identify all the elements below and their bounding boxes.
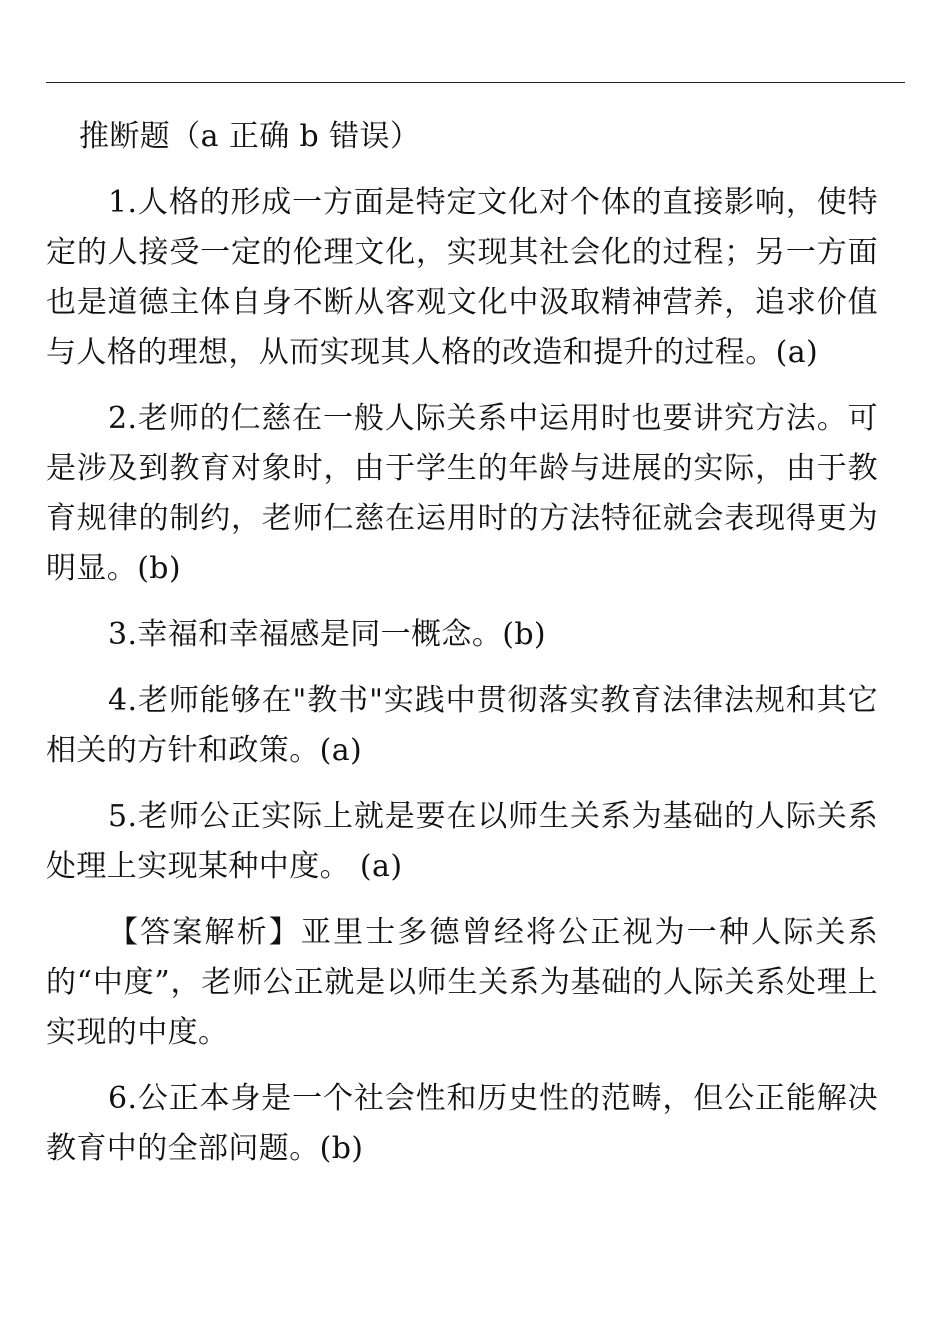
answer-explanation: 【答案解析】亚里士多德曾经将公正视为一种人际关系的“中度”，老师公正就是以师生关系为基础的人际关系处理上实现的中度。 [46,915,878,1050]
section-heading: 推断题（a 正确 b 错误） [79,119,421,154]
question-6: 6.公正本身是一个社会性和历史性的范畴，但公正能解决教育中的全部问题。(b) [46,1081,878,1166]
question-4: 4.老师能够在"教书"实践中贯彻落实教育法律法规和其它相关的方针和政策。(a) [46,683,878,768]
document-body [46,112,878,1190]
question-5: 5.老师公正实际上就是要在以师生关系为基础的人际关系处理上实现某种中度。 (a) [46,799,878,884]
question-1: 1.人格的形成一方面是特定文化对个体的直接影响，使特定的人接受一定的伦理文化，实现其社会化的过程；另一方面也是道德主体自身不断从客观文化中汲取精神营养，追求价值与人格的理想，从而实现其人格的改造和提升的过程。(a) [46,185,878,370]
question-3: 3.幸福和幸福感是同一概念。(b) [108,617,547,652]
header-divider [46,82,905,83]
question-2: 2.老师的仁慈在一般人际关系中运用时也要讲究方法。可是涉及到教育对象时，由于学生的年龄与进展的实际，由于教育规律的制约，老师仁慈在运用时的方法特征就会表现得更为明显。(b) [46,401,878,586]
